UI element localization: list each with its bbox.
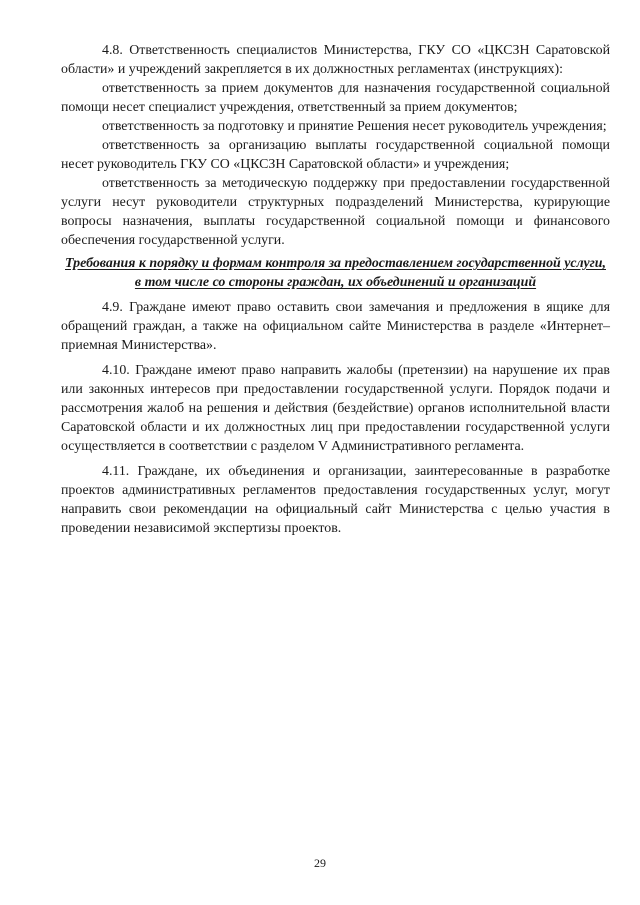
paragraph-4-10: 4.10. Граждане имеют право направить жалобы (претензии) на нарушение их прав или законных интересов при предоставлении государственной услуги. Порядок подачи и рассмотрения жалоб на решения и действия (бездействие) органов исполнительной власти Саратовской области и их должностных лиц при предоставлении государственной услуги осуществляется в соответствии с разделом V Административного регламента. [61, 363, 610, 454]
page-content [61, 41, 610, 538]
list-item-responsibility-decision: ответственность за подготовку и принятие Решения несет руководитель учреждения; [102, 119, 607, 134]
paragraph-4-8: 4.8. Ответственность специалистов Министерства, ГКУ СО «ЦКСЗН Саратовской области» и учреждений закрепляется в их должностных регламентах (инструкциях): [61, 43, 610, 77]
list-item-responsibility-payment: ответственность за организацию выплаты государственной социальной помощи несет руководитель ГКУ СО «ЦКСЗН Саратовской области» и учреждения; [61, 138, 610, 172]
page-number: 29 [314, 856, 326, 870]
list-item-responsibility-methodical: ответственность за методическую поддержку при предоставлении государственной услуги несут руководители структурных подразделений Министерства, курирующие вопросы назначения, выплаты государственной социальной помощи и финансового обеспечения государственной услуги. [61, 176, 610, 248]
section-heading: Требования к порядку и формам контроля за предоставлением государственной услуги, в том числе со стороны граждан, их объединений и организаций [65, 256, 606, 290]
paragraph-4-9: 4.9. Граждане имеют право оставить свои замечания и предложения в ящике для обращений граждан, а также на официальном сайте Министерства в разделе «Интернет–приемная Министерства». [61, 300, 610, 353]
paragraph-4-11: 4.11. Граждане, их объединения и организации, заинтересованные в разработке проектов административных регламентов предоставления государственных услуг, могут направить свои рекомендации на официальный сайт Министерства с целью участия в проведении независимой экспертизы проектов. [61, 464, 610, 536]
list-item-responsibility-documents: ответственность за прием документов для назначения государственной социальной помощи несет специалист учреждения, ответственный за прием документов; [61, 81, 610, 115]
